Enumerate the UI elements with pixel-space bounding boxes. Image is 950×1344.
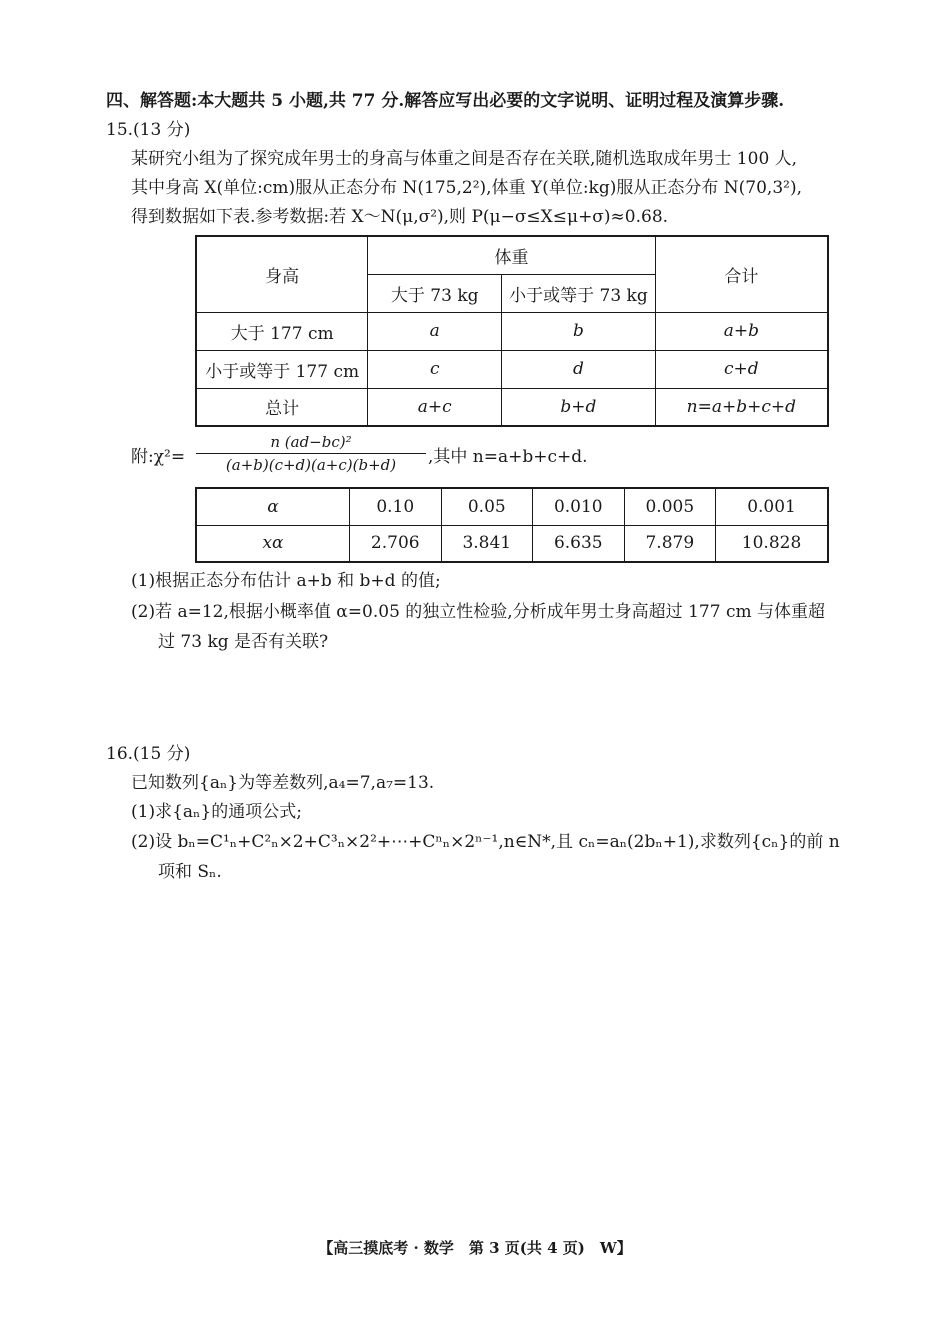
cell: d bbox=[502, 350, 656, 388]
q15-line1: 某研究小组为了探究成年男士的身高与体重之间是否存在关联,随机选取成年男士 100 人, bbox=[131, 149, 798, 169]
cell: 10.828 bbox=[716, 525, 828, 562]
critical-value-table bbox=[195, 487, 829, 563]
table-row bbox=[196, 488, 828, 525]
cell: a+b bbox=[655, 312, 828, 350]
cell: 0.10 bbox=[350, 488, 442, 525]
cell: b+d bbox=[502, 388, 656, 426]
page-footer: 【高三摸底考 · 数学 第 3 页(共 4 页) W】 bbox=[318, 1239, 632, 1257]
cell: b bbox=[502, 312, 656, 350]
q15-part2b: 过 73 kg 是否有关联? bbox=[158, 632, 329, 652]
row-label: 大于 177 cm bbox=[196, 312, 368, 350]
contingency-table bbox=[195, 235, 829, 427]
cell: c+d bbox=[655, 350, 828, 388]
formula-numerator: n (ad−bc)² bbox=[270, 433, 352, 451]
header-weight: 体重 bbox=[368, 236, 655, 274]
q16-part2a: (2)设 bₙ=C¹ₙ+C²ₙ×2+C³ₙ×2²+⋯+Cⁿₙ×2ⁿ⁻¹,n∈N*,且 cₙ=aₙ(2bₙ+1),求数列{cₙ}的前 n bbox=[131, 832, 840, 852]
cell: 3.841 bbox=[441, 525, 533, 562]
cell: 0.001 bbox=[716, 488, 828, 525]
cell: 0.005 bbox=[624, 488, 716, 525]
table-row bbox=[196, 350, 828, 388]
chi-square-fraction bbox=[196, 432, 426, 475]
cell: n=a+b+c+d bbox=[655, 388, 828, 426]
q16-part1: (1)求{aₙ}的通项公式; bbox=[131, 802, 302, 822]
cell: a bbox=[368, 312, 502, 350]
q16-line1: 已知数列{aₙ}为等差数列,a₄=7,a₇=13. bbox=[131, 773, 435, 793]
header-gt73: 大于 73 kg bbox=[368, 274, 502, 312]
formula-prefix: 附:χ²= bbox=[131, 447, 186, 467]
q15-title: 15.(13 分) bbox=[106, 120, 191, 140]
cell: 2.706 bbox=[350, 525, 442, 562]
alpha-label: α bbox=[196, 488, 350, 525]
table-row bbox=[196, 388, 828, 426]
formula-denominator: (a+b)(c+d)(a+c)(b+d) bbox=[225, 456, 397, 474]
cell: 6.635 bbox=[533, 525, 625, 562]
cell: c bbox=[368, 350, 502, 388]
q16-part2b: 项和 Sₙ. bbox=[158, 862, 222, 882]
fraction-bar bbox=[196, 453, 426, 454]
table-row bbox=[196, 312, 828, 350]
header-le73: 小于或等于 73 kg bbox=[502, 274, 656, 312]
q15-part2a: (2)若 a=12,根据小概率值 α=0.05 的独立性检验,分析成年男士身高超过 177 cm 与体重超 bbox=[131, 602, 825, 622]
formula-suffix: ,其中 n=a+b+c+d. bbox=[428, 447, 588, 467]
header-total: 合计 bbox=[655, 236, 828, 312]
q15-line3: 得到数据如下表.参考数据:若 X～N(μ,σ²),则 P(μ−σ≤X≤μ+σ)≈0.68. bbox=[131, 207, 669, 227]
cell: 0.05 bbox=[441, 488, 533, 525]
q15-line2: 其中身高 X(单位:cm)服从正态分布 N(175,2²),体重 Y(单位:kg)服从正态分布 N(70,3²), bbox=[131, 178, 802, 198]
section-heading: 四、解答题:本大题共 5 小题,共 77 分.解答应写出必要的文字说明、证明过程及演算步骤. bbox=[106, 91, 785, 111]
table-row bbox=[196, 525, 828, 562]
x-alpha-label: xα bbox=[196, 525, 350, 562]
q15-part1: (1)根据正态分布估计 a+b 和 b+d 的值; bbox=[131, 571, 441, 591]
cell: 7.879 bbox=[624, 525, 716, 562]
header-height: 身高 bbox=[196, 236, 368, 312]
cell: 0.010 bbox=[533, 488, 625, 525]
row-label: 小于或等于 177 cm bbox=[196, 350, 368, 388]
row-label: 总计 bbox=[196, 388, 368, 426]
cell: a+c bbox=[368, 388, 502, 426]
q16-title: 16.(15 分) bbox=[106, 744, 191, 764]
